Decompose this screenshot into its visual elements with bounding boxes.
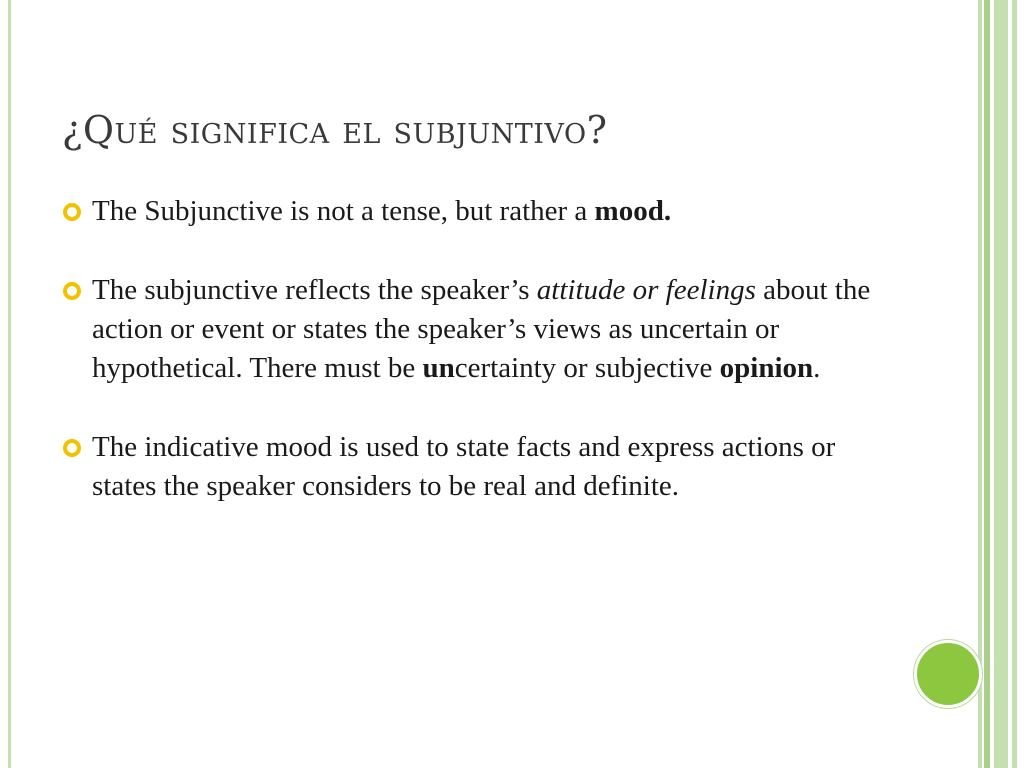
title-lead: ¿Q bbox=[62, 108, 115, 152]
bullet-item bbox=[62, 271, 892, 388]
left-frame-line bbox=[8, 0, 11, 768]
bullet-text-run: attitude or feelings bbox=[536, 274, 756, 306]
bullet-text-run: The indicative mood is used to state facts and express actions or states the speaker considers to be real and definite. bbox=[92, 431, 836, 502]
title-smallcaps: ué significa el subjuntivo bbox=[114, 108, 587, 152]
accent-circle bbox=[914, 640, 982, 708]
right-frame-line-inner bbox=[978, 0, 982, 768]
bullet-text-run: mood. bbox=[594, 195, 672, 227]
right-frame-band bbox=[984, 0, 990, 768]
bullet-text-run: un bbox=[422, 352, 455, 384]
bullet-text bbox=[92, 431, 835, 502]
bullet-text-run: opinion bbox=[719, 352, 814, 384]
bullet-text-run: The subjunctive reflects the speaker’s bbox=[92, 274, 537, 306]
title-question-mark: ? bbox=[586, 108, 608, 152]
right-frame-wide-band bbox=[994, 0, 1008, 768]
slide-title bbox=[62, 108, 607, 152]
bullet-item bbox=[62, 428, 892, 506]
bullet-text-run: about the action or event or states the speaker’s views as uncertain or hypothetical. There must be bbox=[92, 274, 871, 384]
circle-bullet-icon bbox=[62, 281, 82, 301]
circle-bullet-icon bbox=[62, 438, 82, 458]
circle-bullet-icon bbox=[62, 202, 82, 222]
right-frame-line-outer bbox=[1012, 0, 1017, 768]
bullet-text bbox=[92, 195, 671, 227]
bullet-text bbox=[92, 274, 870, 384]
bullet-text-run: The Subjunctive is not a tense, but rather a bbox=[92, 195, 595, 227]
bullet-text-run: . bbox=[813, 352, 821, 384]
bullet-list bbox=[62, 192, 892, 506]
bullet-item bbox=[62, 192, 892, 231]
bullet-text-run: certainty or subjective bbox=[454, 352, 720, 384]
